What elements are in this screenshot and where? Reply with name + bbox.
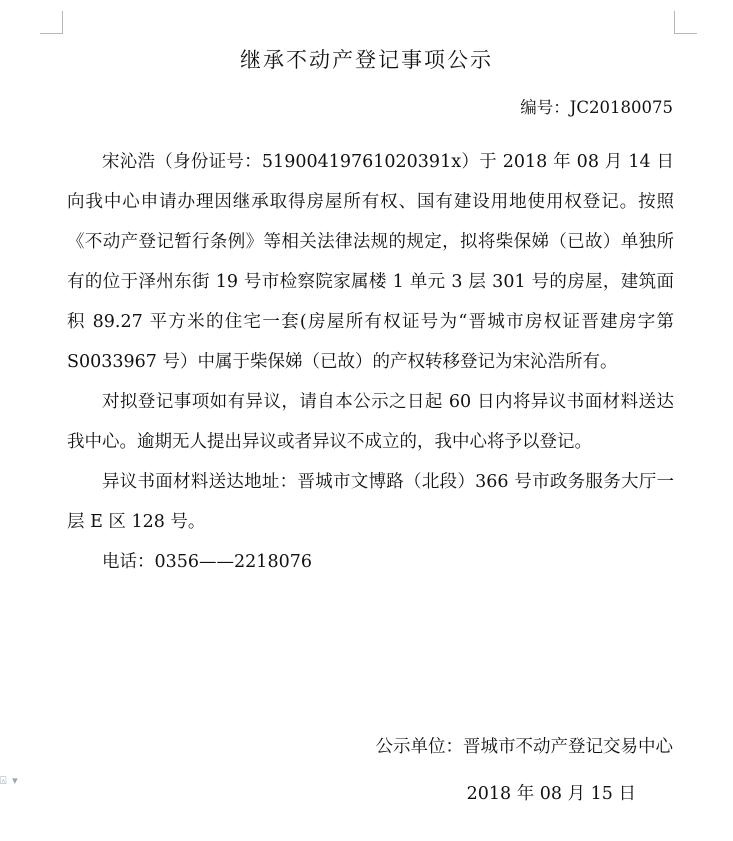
notice-body: [67, 142, 674, 582]
issue-date: 2018 年 08 月 15 日: [466, 784, 636, 804]
crop-mark-top-right: [674, 11, 697, 34]
crop-mark-top-left: [40, 11, 63, 34]
notice-title: 继承不动产登记事项公示: [240, 48, 493, 72]
notice-number: 编号：JC20180075: [520, 98, 673, 117]
paragraph-application: 宋沁浩（身份证号：51900419761020391x）于 2018 年 08 月 14 日向我中心申请办理因继承取得房屋所有权、国有建设用地使用权登记。按照《不动产登记暂行条例》等相关法律法规的规定，拟将柴保娣（已故）单独所有的位于泽州东街 19 号市检察院家属楼 1 单元 3 层 301 号的房屋，建筑面积 89.27 平方米的住宅一套(房屋所有权证号为“晋城市房权证晋建房字第 S0033967 号）中属于柴保娣（已故）的产权转移登记为宋沁浩所有。: [67, 152, 674, 372]
issuer-line: 公示单位：晋城市不动产登记交易中心: [375, 737, 673, 757]
paragraph-address: 异议书面材料送达地址：晋城市文博路（北段）366 号市政务服务大厅一层 E 区 128 号。: [67, 472, 674, 532]
paragraph-objection: 对拟登记事项如有异议，请自本公示之日起 60 日内将异议书面材料送达我中心。逾期无人提出异议或者异议不成立的，我中心将予以登记。: [67, 392, 674, 452]
layout-options-icon[interactable]: ⍓ ▾: [0, 774, 19, 787]
paragraph-phone: 电话：0356——2218076: [102, 552, 312, 572]
